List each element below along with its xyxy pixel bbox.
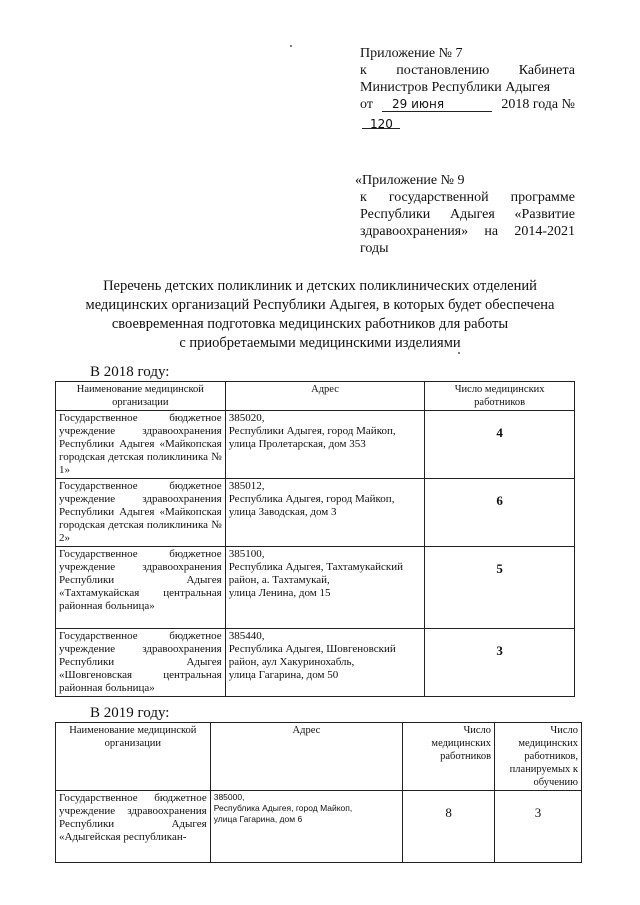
table-row [56, 629, 575, 697]
col-header-org: Наименование медицинской организации [56, 382, 226, 411]
col-header-count: Число медицинских работников [403, 723, 495, 791]
scan-dot [290, 45, 292, 47]
table-row [56, 479, 575, 547]
count-cell: 4 [425, 411, 575, 479]
table-header-row [56, 723, 582, 791]
address-cell: 385012, Республика Адыгея, город Майкоп, улица Заводская, дом 3 [225, 479, 425, 547]
appendix-9-line2: к государственной программе [360, 190, 575, 205]
year-2019-label: В 2019 году: [90, 705, 170, 721]
address-cell: 385000, Республика Адыгея, город Майкоп, улица Гагарина, дом 6 [210, 791, 402, 863]
address-cell: 385100, Республика Адыгея, Тахтамукайский район, а. Тахтамукай, улица Ленина, дом 15 [225, 547, 425, 629]
appendix-9-line4: здравоохранения» на 2014-2021 [360, 224, 575, 239]
appendix-7-line2: к постановлению Кабинета [360, 63, 575, 78]
count-cell: 6 [425, 479, 575, 547]
count-cell: 8 [403, 791, 495, 863]
document-title: Перечень детских поликлиник и детских поликлинических отделений медицинских организаций Республики Адыгея, в которых будет обеспечена своевременная подготовка медицинских работников для работы с приобретаемыми медицинскими изделиями [85, 278, 555, 351]
appendix-7-line3: Министров Республики Адыгея [360, 80, 551, 95]
col-header-count: Число медицинских работников [425, 382, 575, 411]
org-cell: Государственное бюджетное учреждение здравоохранения Республики Адыгея «Майкопская городская детская поликлиника № 2» [56, 479, 226, 547]
date-underline [382, 111, 492, 112]
col-header-address: Адрес [210, 723, 402, 791]
table-2018 [55, 381, 575, 697]
col-header-address: Адрес [225, 382, 425, 411]
org-cell: Государственное бюджетное учреждение здравоохранения Республики Адыгея «Шовгеновская центральная районная больница» [56, 629, 226, 697]
appendix-9-block [355, 172, 575, 257]
address-cell: 385440, Республика Адыгея, Шовгеновский район, аул Хакуринохабль, улица Гагарина, дом 50 [225, 629, 425, 697]
table-row [56, 411, 575, 479]
count-cell: 5 [425, 547, 575, 629]
year-2018-label: В 2018 году: [90, 364, 170, 380]
org-cell: Государственное бюджетное учреждение здравоохранения Республики Адыгея «Майкопская городская детская поликлиника № 1» [56, 411, 226, 479]
org-cell: Государственное бюджетное учреждение здравоохранения Республики Адыгея «Адыгейская республикан- [56, 791, 211, 863]
planned-cell: 3 [495, 791, 582, 863]
table-row [56, 791, 582, 863]
address-cell: 385020, Республики Адыгея, город Майкоп, улица Пролетарская, дом 353 [225, 411, 425, 479]
appendix-7-date-line: от 2018 года № [360, 97, 575, 112]
appendix-9-title: «Приложение № 9 [355, 173, 465, 188]
table-row [56, 547, 575, 629]
table-header-row [56, 382, 575, 411]
handwritten-date: 29 июня [392, 97, 445, 111]
org-cell: Государственное бюджетное учреждение здравоохранения Республики Адыгея «Тахтамукайская центральная районная больница» [56, 547, 226, 629]
table-2019 [55, 722, 582, 863]
handwritten-number: 120 [370, 117, 393, 131]
appendix-9-line5: годы [360, 241, 389, 256]
appendix-9-line3: Республики Адыгея «Развитие [360, 207, 575, 222]
count-cell: 3 [425, 629, 575, 697]
col-header-planned: Число медицинских работников, планируемых к обучению [495, 723, 582, 791]
appendix-7-title: Приложение № 7 [360, 46, 463, 61]
col-header-org: Наименование медицинской организации [56, 723, 211, 791]
